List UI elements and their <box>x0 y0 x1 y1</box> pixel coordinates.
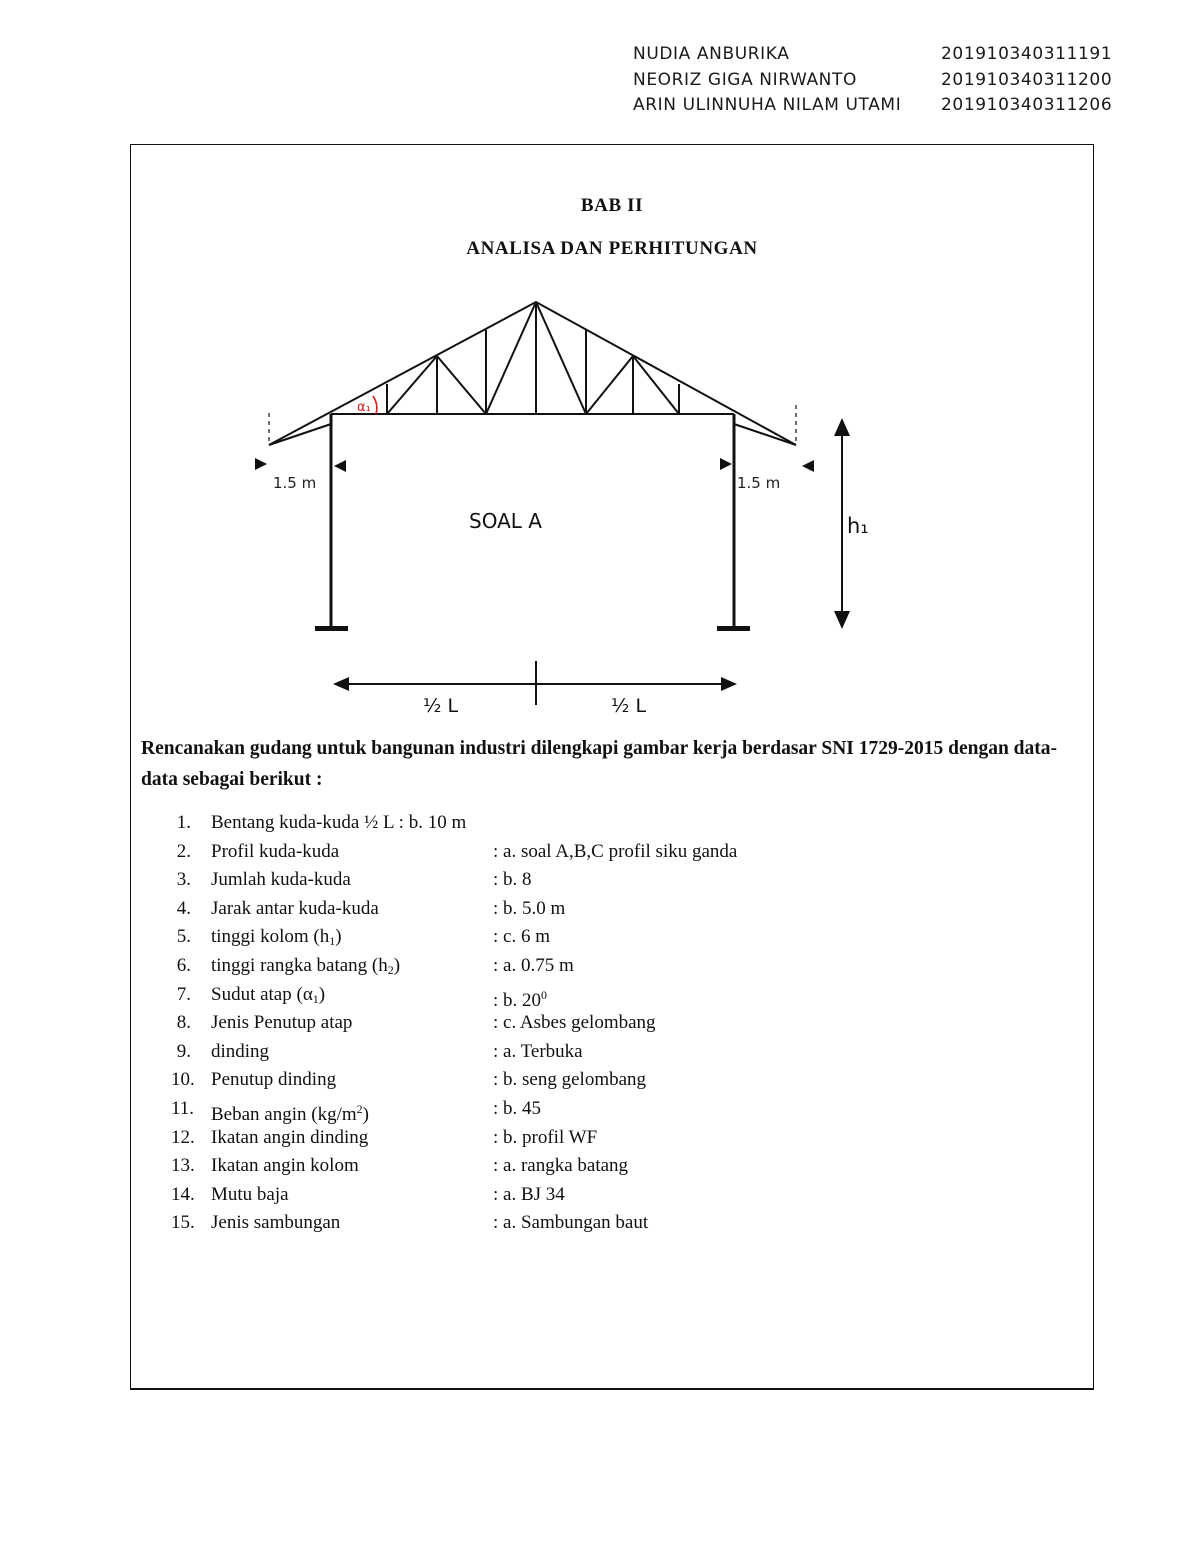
overhang-right-label: 1.5 m <box>737 474 781 492</box>
base-plate-left <box>315 626 348 631</box>
spec-label: Jarak antar kuda-kuda <box>211 897 379 919</box>
list-item <box>131 1066 1091 1095</box>
spec-label-text: tinggi kolom (h <box>211 926 330 948</box>
spec-label: Jenis sambungan <box>211 1212 341 1234</box>
spec-number: 14. <box>171 1183 195 1205</box>
page-frame <box>130 144 1094 1390</box>
author-row <box>633 68 1113 94</box>
spec-value: : a. rangka batang <box>493 1155 629 1177</box>
author-nim: 201910340311206 <box>941 95 1113 115</box>
spec-value: : a. BJ 34 <box>493 1183 565 1205</box>
diagram-title: SOAL A <box>469 509 542 533</box>
spec-list <box>131 809 1091 1238</box>
column-bases <box>315 626 750 631</box>
spec-label-subscript: 1 <box>329 934 336 949</box>
spec-value: : c. 6 m <box>493 926 550 948</box>
list-item <box>131 866 1091 895</box>
spec-label: Profil kuda-kuda <box>211 840 340 862</box>
list-item <box>131 1152 1091 1181</box>
spec-label-text: tinggi rangka batang (h <box>211 954 388 976</box>
truss-diagram <box>131 145 1095 735</box>
spec-value: : a. Terbuka <box>493 1040 583 1062</box>
list-item <box>131 1038 1091 1067</box>
spec-value: : a. soal A,B,C profil siku ganda <box>493 840 738 862</box>
spec-number: 4. <box>176 897 191 919</box>
spec-label: Penutup dinding <box>211 1069 337 1091</box>
spec-label-text: Beban angin (kg/m <box>211 1103 357 1125</box>
spec-number: 13. <box>171 1155 195 1177</box>
spec-label: Ikatan angin dinding <box>211 1126 369 1148</box>
spec-label: dinding <box>211 1040 270 1062</box>
height-arrow-bottom <box>834 611 850 629</box>
list-item <box>131 952 1091 981</box>
spec-label-subscript: 1 <box>312 991 319 1006</box>
spec-value: : a. 0.75 m <box>493 954 574 976</box>
overhang-left-bottom <box>269 424 331 445</box>
dashed-guides <box>269 405 796 445</box>
author-row <box>633 93 1113 119</box>
spec-number: 12. <box>171 1126 195 1148</box>
spec-number: 7. <box>176 983 191 1005</box>
span-arrow-right <box>721 677 737 691</box>
list-item <box>131 1124 1091 1153</box>
half-span-left-label: ½ L <box>423 695 459 717</box>
spec-label: Mutu baja <box>211 1183 289 1205</box>
author-nim: 201910340311200 <box>941 69 1113 90</box>
spec-label: Ikatan angin kolom <box>211 1155 359 1177</box>
spec-value: : c. Asbes gelombang <box>493 1012 656 1034</box>
spec-value-text: : b. 20 <box>493 989 542 1011</box>
spec-label-text: ) <box>362 1103 369 1125</box>
list-item <box>131 1181 1091 1210</box>
list-item <box>131 895 1091 924</box>
top-chord <box>269 302 796 445</box>
spec-number: 9. <box>176 1040 191 1062</box>
list-item <box>131 838 1091 867</box>
spec-value: : a. Sambungan baut <box>493 1212 649 1234</box>
height-arrow-top <box>834 418 850 436</box>
angle-arc <box>373 396 377 414</box>
spec-number: 11. <box>171 1097 195 1119</box>
author-row <box>633 42 1113 68</box>
list-item <box>131 809 1091 838</box>
half-span-right-label: ½ L <box>611 695 647 717</box>
spec-value: : b. 8 <box>493 869 532 891</box>
author-list <box>633 42 1113 119</box>
spec-number: 15. <box>171 1212 195 1234</box>
chapter-title: ANALISA DAN PERHITUNGAN <box>466 238 758 259</box>
spec-value: : b. profil WF <box>493 1126 598 1148</box>
spec-label-text: ) <box>393 954 401 976</box>
spec-label-superscript: 2 <box>356 1101 363 1116</box>
truss-frame <box>269 302 796 445</box>
list-item <box>131 981 1091 1010</box>
list-item <box>131 923 1091 952</box>
spec-number: 5. <box>176 926 191 948</box>
spec-number: 1. <box>176 812 191 833</box>
list-item <box>131 1009 1091 1038</box>
spec-number: 8. <box>176 1012 191 1034</box>
spec-label: Jumlah kuda-kuda <box>211 869 351 891</box>
spec-number: 10. <box>171 1069 195 1091</box>
span-arrow-left <box>333 677 349 691</box>
height-label: h₁ <box>847 514 869 538</box>
overhang-left-label: 1.5 m <box>273 474 317 492</box>
spec-number: 6. <box>176 954 191 976</box>
spec-label-text: Sudut atap (α <box>211 983 313 1005</box>
base-plate-right <box>717 626 750 631</box>
spec-label-text: ) <box>335 926 342 948</box>
overhang-arrows <box>255 458 814 472</box>
author-nim: 201910340311191 <box>941 44 1113 64</box>
list-item <box>131 1095 1091 1124</box>
author-name: ARIN ULINNUHA NILAM UTAMI <box>633 95 902 115</box>
intro-paragraph: Rencanakan gudang untuk bangunan industri dilengkapi gambar kerja berdasar SNI 1729-2015 dengan data-data sebagai berikut : <box>141 738 1058 790</box>
spec-value: : b. 5.0 m <box>493 897 566 919</box>
list-item <box>131 1209 1091 1238</box>
spec-value-superscript: 0 <box>541 987 548 1002</box>
spec-label: Jenis Penutup atap <box>211 1012 353 1034</box>
spec-value: : b. seng gelombang <box>493 1069 647 1091</box>
spec-number: 3. <box>176 869 191 891</box>
spec-label-text: ) <box>318 983 326 1005</box>
author-name: NEORIZ GIGA NIRWANTO <box>633 69 857 90</box>
author-name: NUDIA ANBURIKA <box>633 44 790 64</box>
spec-label-subscript: 2 <box>387 962 394 977</box>
spec-label: Bentang kuda-kuda ½ L : b. 10 m <box>211 812 467 833</box>
angle-label: α₁ <box>357 400 371 415</box>
chapter-heading: BAB II <box>580 195 644 216</box>
spec-number: 2. <box>176 840 191 862</box>
spec-value: : b. 45 <box>493 1097 542 1119</box>
